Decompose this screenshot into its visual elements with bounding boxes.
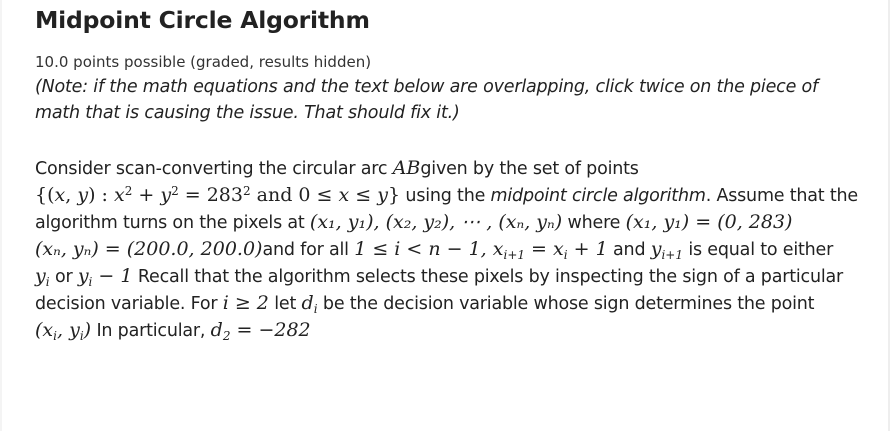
math-overlap-note: (Note: if the math equations and the text below are overlapping, click twice on the piece of math that is causing the issue. That should fix it.) [35, 77, 818, 123]
problem-line-4 [35, 236, 875, 263]
math-arc-ab[interactable]: AB [392, 157, 421, 179]
problem-line-1 [35, 155, 875, 182]
math-x-recurrence[interactable]: 1 ≤ i < n − 1, $x_{i+1} = x_i + 1$ [354, 238, 608, 262]
problem-line-5 [35, 263, 875, 290]
math-y-next[interactable]: $y_{i+1}$ [650, 238, 683, 262]
problem-text: let [268, 294, 302, 314]
problem-statement [35, 155, 875, 344]
problem-text: Consider scan-converting the circular arc [35, 159, 393, 179]
problem-line-2 [35, 182, 875, 209]
problem-text: where [562, 213, 626, 233]
problem-line-7 [35, 317, 875, 344]
problem-text: and [607, 240, 651, 260]
problem-text: or [49, 267, 78, 287]
problem-text: In particular, [91, 321, 211, 341]
problem-line-3 [35, 209, 875, 236]
points-possible-text: 10.0 points possible (graded, results hidden) [35, 53, 372, 71]
math-i-ge-2[interactable]: i ≥ 2 [222, 292, 269, 314]
math-d2-value[interactable]: $d_2 = -282$ [210, 319, 311, 343]
page-title: Midpoint Circle Algorithm [35, 6, 370, 34]
problem-line-6 [35, 290, 875, 317]
problem-text: be the decision variable whose sign determines the point [317, 294, 815, 314]
math-pixel-sequence[interactable]: (x₁, y₁), (x₂, y₂), ⋯ , (xₙ, yₙ) [309, 211, 563, 233]
problem-text: and for all [262, 240, 355, 260]
math-y-i[interactable]: $y_i$ [35, 265, 50, 289]
problem-text: decision variable. For [35, 294, 223, 314]
math-d-i[interactable]: $d_i$ [301, 292, 318, 316]
math-y-i-minus-1[interactable]: $y_i - 1$ [77, 265, 133, 289]
page-left-border [0, 0, 2, 431]
problem-text: is equal to either [683, 240, 834, 260]
problem-text: Recall that the algorithm selects these pixels by inspecting the sign of a particular [132, 267, 844, 287]
problem-text: given by the set of points [420, 159, 639, 179]
math-last-pixel[interactable]: (xₙ, yₙ) = (200.0, 200.0) [35, 238, 263, 260]
problem-text: algorithm turns on the pixels at [35, 213, 310, 233]
math-point-set[interactable]: {(x, y) : $x^2 + y^2 = 283^2$ and 0 ≤ x ≤ y} [35, 184, 401, 206]
problem-text: . Assume that the [705, 186, 858, 206]
math-point-i[interactable]: ($x_i$, $y_i$) [35, 319, 92, 343]
problem-text: using the [400, 186, 491, 206]
math-first-pixel[interactable]: (x₁, y₁) = (0, 283) [625, 211, 793, 233]
algorithm-name: midpoint circle algorithm [490, 186, 706, 206]
